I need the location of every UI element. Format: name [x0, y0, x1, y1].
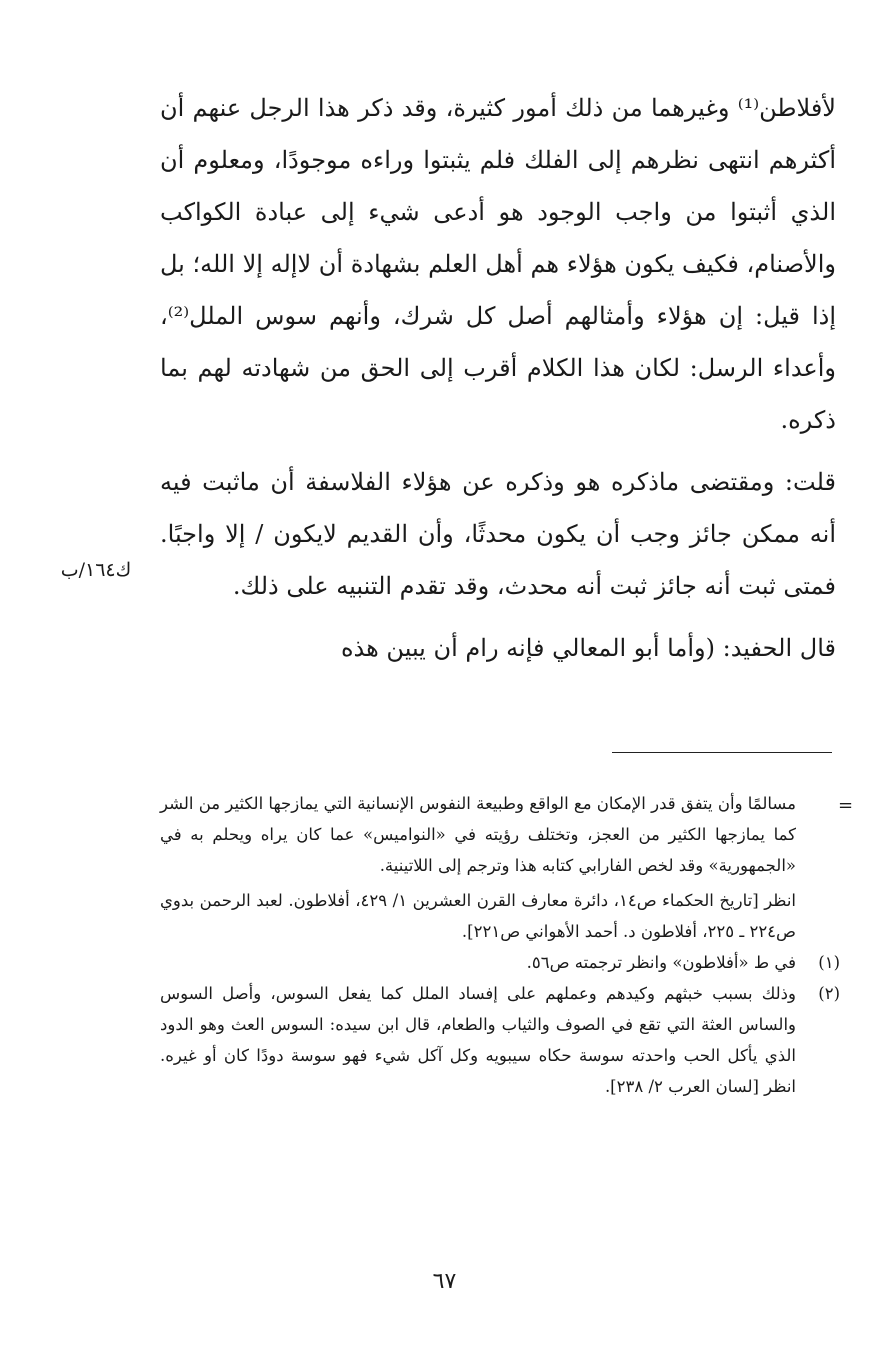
main-paragraph-3: قال الحفيد: (وأما أبو المعالي فإنه رام أن يبين هذه	[340, 634, 836, 662]
footnote-continued-body	[160, 788, 796, 947]
manuscript-folio-marker: ك١٦٤/ب	[60, 559, 132, 581]
footnote-separator	[612, 752, 832, 753]
footnote-2	[160, 978, 840, 1102]
footnote-continued-references: انظر [تاريخ الحكماء ص١٤، دائرة معارف القرن العشرين ١/ ٤٢٩، أفلاطون. لعبد الرحمن بدوي ص٢٢٤ ـ ٢٢٥، أفلاطون د. أحمد الأهواني ص٢٢١].	[160, 891, 797, 941]
main-paragraph-2: قلت: ومقتضى ماذكره هو وذكره عن هؤلاء الفلاسفة أن ماثبت فيه أنه ممكن جائز وجب أن يكون محدثًا، وأن القديم لايكون / إلا واجبًا. فمتى ثبت أنه جائز ثبت أنه محدث، وقد تقدم التنبيه على ذلك.	[160, 468, 836, 600]
footnote-number-blank	[796, 788, 840, 947]
footnote-text: في ط «أفلاطون» وانظر ترجمته ص٥٦.	[526, 953, 796, 972]
main-text-block	[160, 82, 836, 674]
footnote-continuation-mark: =	[838, 795, 854, 816]
footnote-1	[160, 947, 840, 978]
page-number: ٦٧	[432, 1269, 457, 1294]
footnotes-block	[160, 788, 840, 1102]
main-paragraph-1: لأفلاطن⁽¹⁾ وغيرهما من ذلك أمور كثيرة، وقد ذكر هذا الرجل عنهم أن أكثرهم انتهى نظرهم إلى الفلك فلم يثبتوا وراءه موجودًا، ومعلوم أن الذي أثبتوا من واجب الوجود هو أدعى شيء إلى عبادة الكواكب والأصنام، فكيف يكون هؤلاء هم أهل العلم بشهادة أن لاإله إلا الله؛ بل إذا قيل: إن هؤلاء وأمثالهم أصل كل شرك، وأنهم سوس الملل⁽²⁾، وأعداء الرسل: لكان هذا الكلام أقرب إلى الحق من شهادته لهم بما ذكره.	[160, 94, 836, 434]
footnote-text: وذلك بسبب خبثهم وكيدهم وعملهم على إفساد الملل كما يفعل السوس، وأصل السوس والساس العثة التي تقع في الصوف والثياب والطعام، قال ابن سيده: السوس العث وهو الدود الذي يأكل الحب واحدته سوسة حكاه سيبويه وكل آكل شيء فهو سوسة دودًا كان أو غيره. انظر [لسان العرب ٢/ ٢٣٨].	[160, 984, 796, 1096]
footnote-number: (٢)	[818, 984, 840, 1003]
footnote-continued	[160, 788, 840, 947]
footnote-number: (١)	[818, 953, 840, 972]
footnote-continued-text: مسالمًا وأن يتفق قدر الإمكان مع الواقع وطبيعة النفوس الإنسانية التي يمازجها الكثير من الشر كما يمازجها الكثير من العجز، وتختلف رؤيته في «النواميس» عما كان يراه ويحلم به في «الجمهورية» وقد لخص الفارابي كتابه هذا وترجم إلى اللاتينية.	[160, 794, 796, 875]
